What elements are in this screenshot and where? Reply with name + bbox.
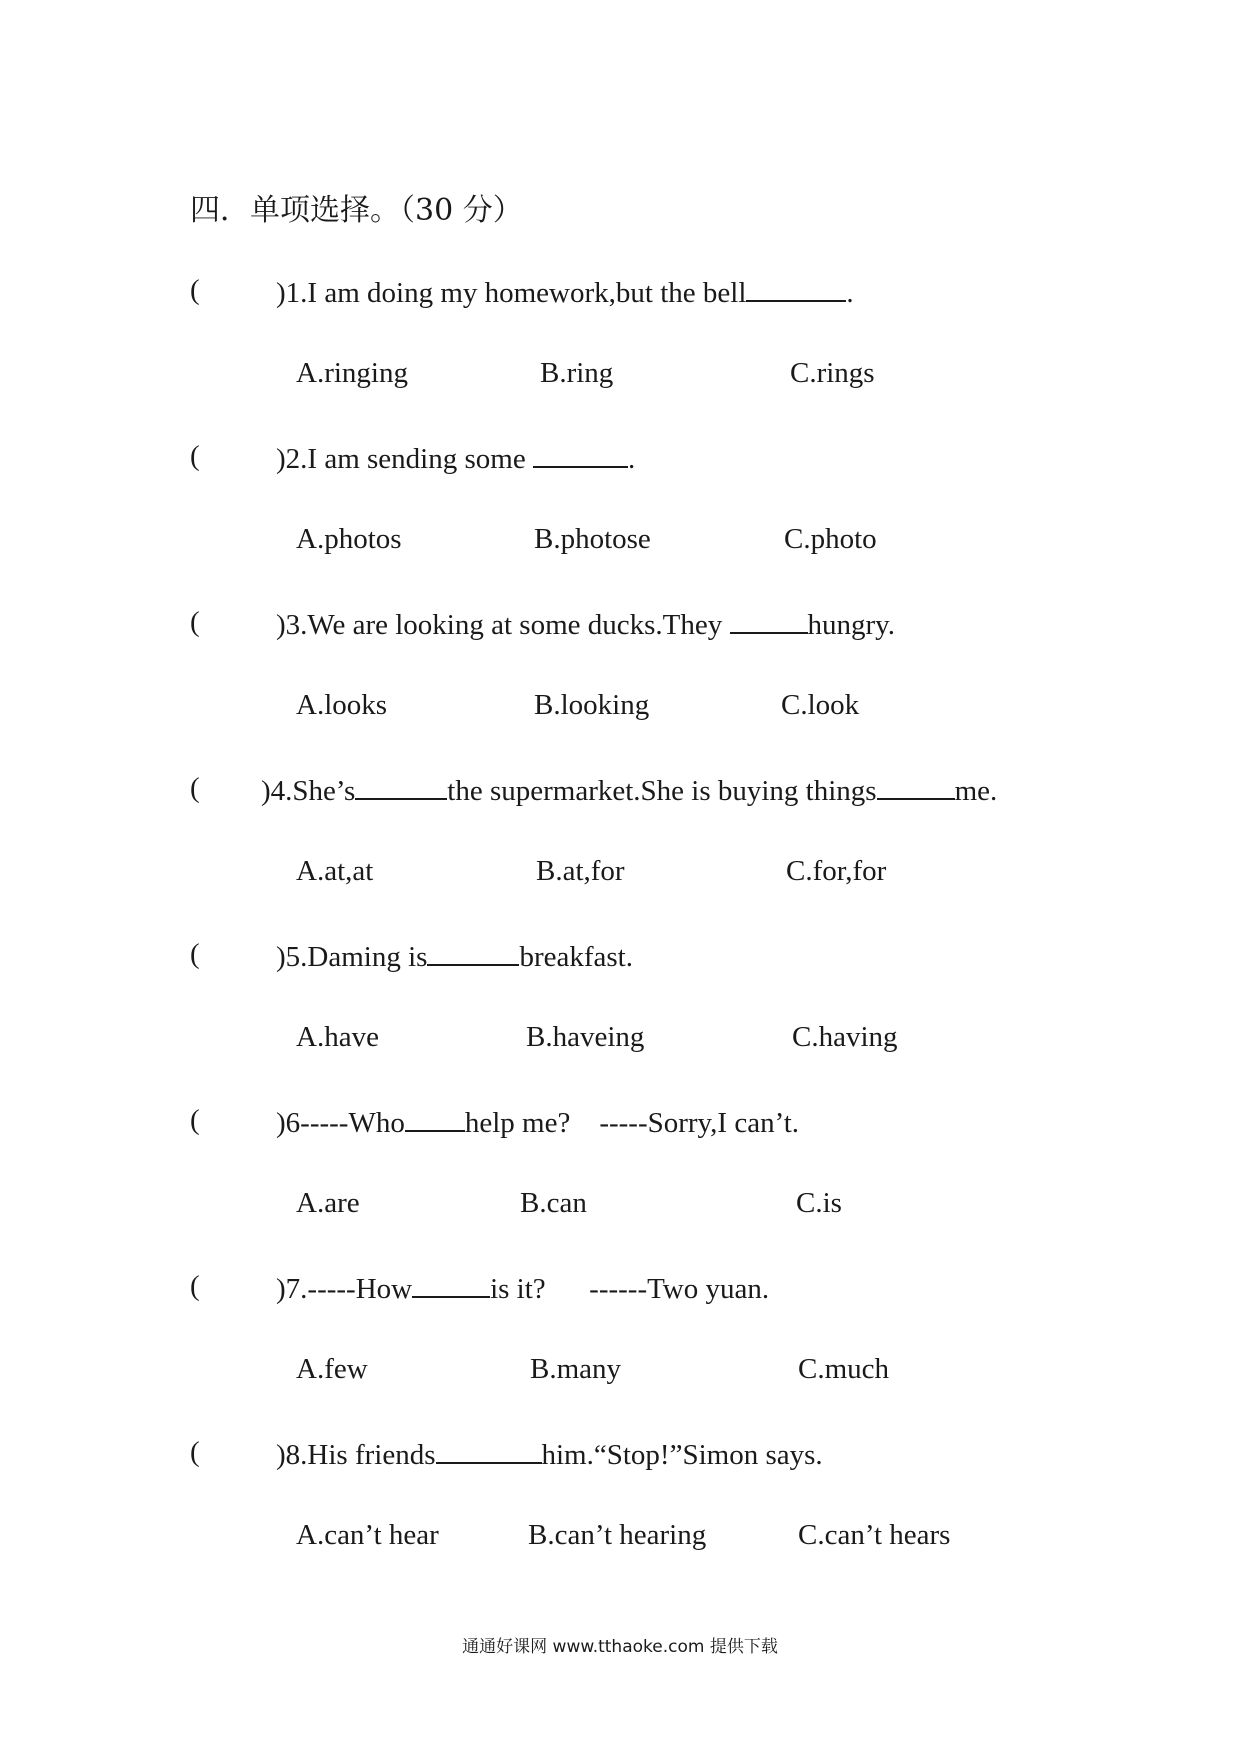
option-c: C.much: [798, 1353, 890, 1385]
option-a: A.at,at: [296, 855, 374, 887]
option-b: B.at,for: [536, 855, 625, 887]
option-b: B.haveing: [526, 1021, 645, 1053]
option-a: A.ringing: [296, 357, 408, 389]
question-5: [190, 938, 1190, 978]
option-c: C.is: [796, 1187, 842, 1219]
options-6: [0, 1187, 1240, 1227]
options-5: [0, 1021, 1240, 1061]
option-c: C.can’t hears: [798, 1519, 951, 1551]
option-c: C.rings: [790, 357, 875, 389]
answer-bracket: (: [190, 606, 200, 638]
answer-bracket: (: [190, 440, 200, 472]
option-b: B.ring: [540, 357, 614, 389]
question-8: [190, 1436, 1190, 1476]
option-a: A.photos: [296, 523, 402, 555]
answer-bracket: (: [190, 1270, 200, 1302]
option-b: B.looking: [534, 689, 650, 721]
question-stem: )3.We are looking at some ducks.They hungry.: [276, 606, 895, 642]
question-3: [190, 606, 1190, 646]
option-a: A.can’t hear: [296, 1519, 439, 1551]
answer-bracket: (: [190, 1104, 200, 1136]
option-b: B.photose: [534, 523, 651, 555]
answer-blank: [746, 274, 846, 302]
answer-blank: [427, 938, 519, 966]
question-6: [190, 1104, 1190, 1144]
question-stem: )2.I am sending some .: [276, 440, 635, 476]
answer-blank: [355, 772, 447, 800]
option-c: C.look: [781, 689, 860, 721]
option-a: A.few: [296, 1353, 368, 1385]
option-a: A.have: [296, 1021, 379, 1053]
options-2: [0, 523, 1240, 563]
options-3: [0, 689, 1240, 729]
answer-bracket: (: [190, 274, 200, 306]
option-a: A.looks: [296, 689, 388, 721]
option-a: A.are: [296, 1187, 360, 1219]
answer-blank: [436, 1436, 542, 1464]
answer-blank: [412, 1270, 490, 1298]
option-c: C.photo: [784, 523, 877, 555]
question-stem: )4.She’s the supermarket.She is buying things me.: [261, 772, 997, 808]
answer-blank: [730, 606, 808, 634]
options-4: [0, 855, 1240, 895]
question-stem: )7.-----How is it? ------Two yuan.: [276, 1270, 769, 1306]
answer-bracket: (: [190, 772, 200, 804]
option-b: B.can’t hearing: [528, 1519, 707, 1551]
question-stem: )1.I am doing my homework,but the bell .: [276, 274, 854, 310]
options-8: [0, 1519, 1240, 1559]
answer-blank: [877, 772, 955, 800]
section-title: 四．单项选择。（30 分）: [190, 193, 523, 228]
question-2: [190, 440, 1190, 480]
options-7: [0, 1353, 1240, 1393]
option-c: C.having: [792, 1021, 898, 1053]
answer-bracket: (: [190, 938, 200, 970]
option-c: C.for,for: [786, 855, 887, 887]
question-stem: )8.His friends him.“Stop!”Simon says.: [276, 1436, 823, 1472]
answer-blank: [533, 440, 628, 468]
answer-blank: [405, 1104, 465, 1132]
question-stem: )5.Daming is breakfast.: [276, 938, 633, 974]
question-1: [190, 274, 1190, 314]
question-4: [190, 772, 1190, 812]
footer-credit: 通通好课网 www.tthaoke.com 提供下载: [462, 1637, 778, 1657]
answer-bracket: (: [190, 1436, 200, 1468]
question-stem: )6-----Who help me? -----Sorry,I can’t.: [276, 1104, 799, 1140]
option-b: B.many: [530, 1353, 622, 1385]
option-b: B.can: [520, 1187, 587, 1219]
options-1: [0, 357, 1240, 397]
question-7: [190, 1270, 1190, 1310]
